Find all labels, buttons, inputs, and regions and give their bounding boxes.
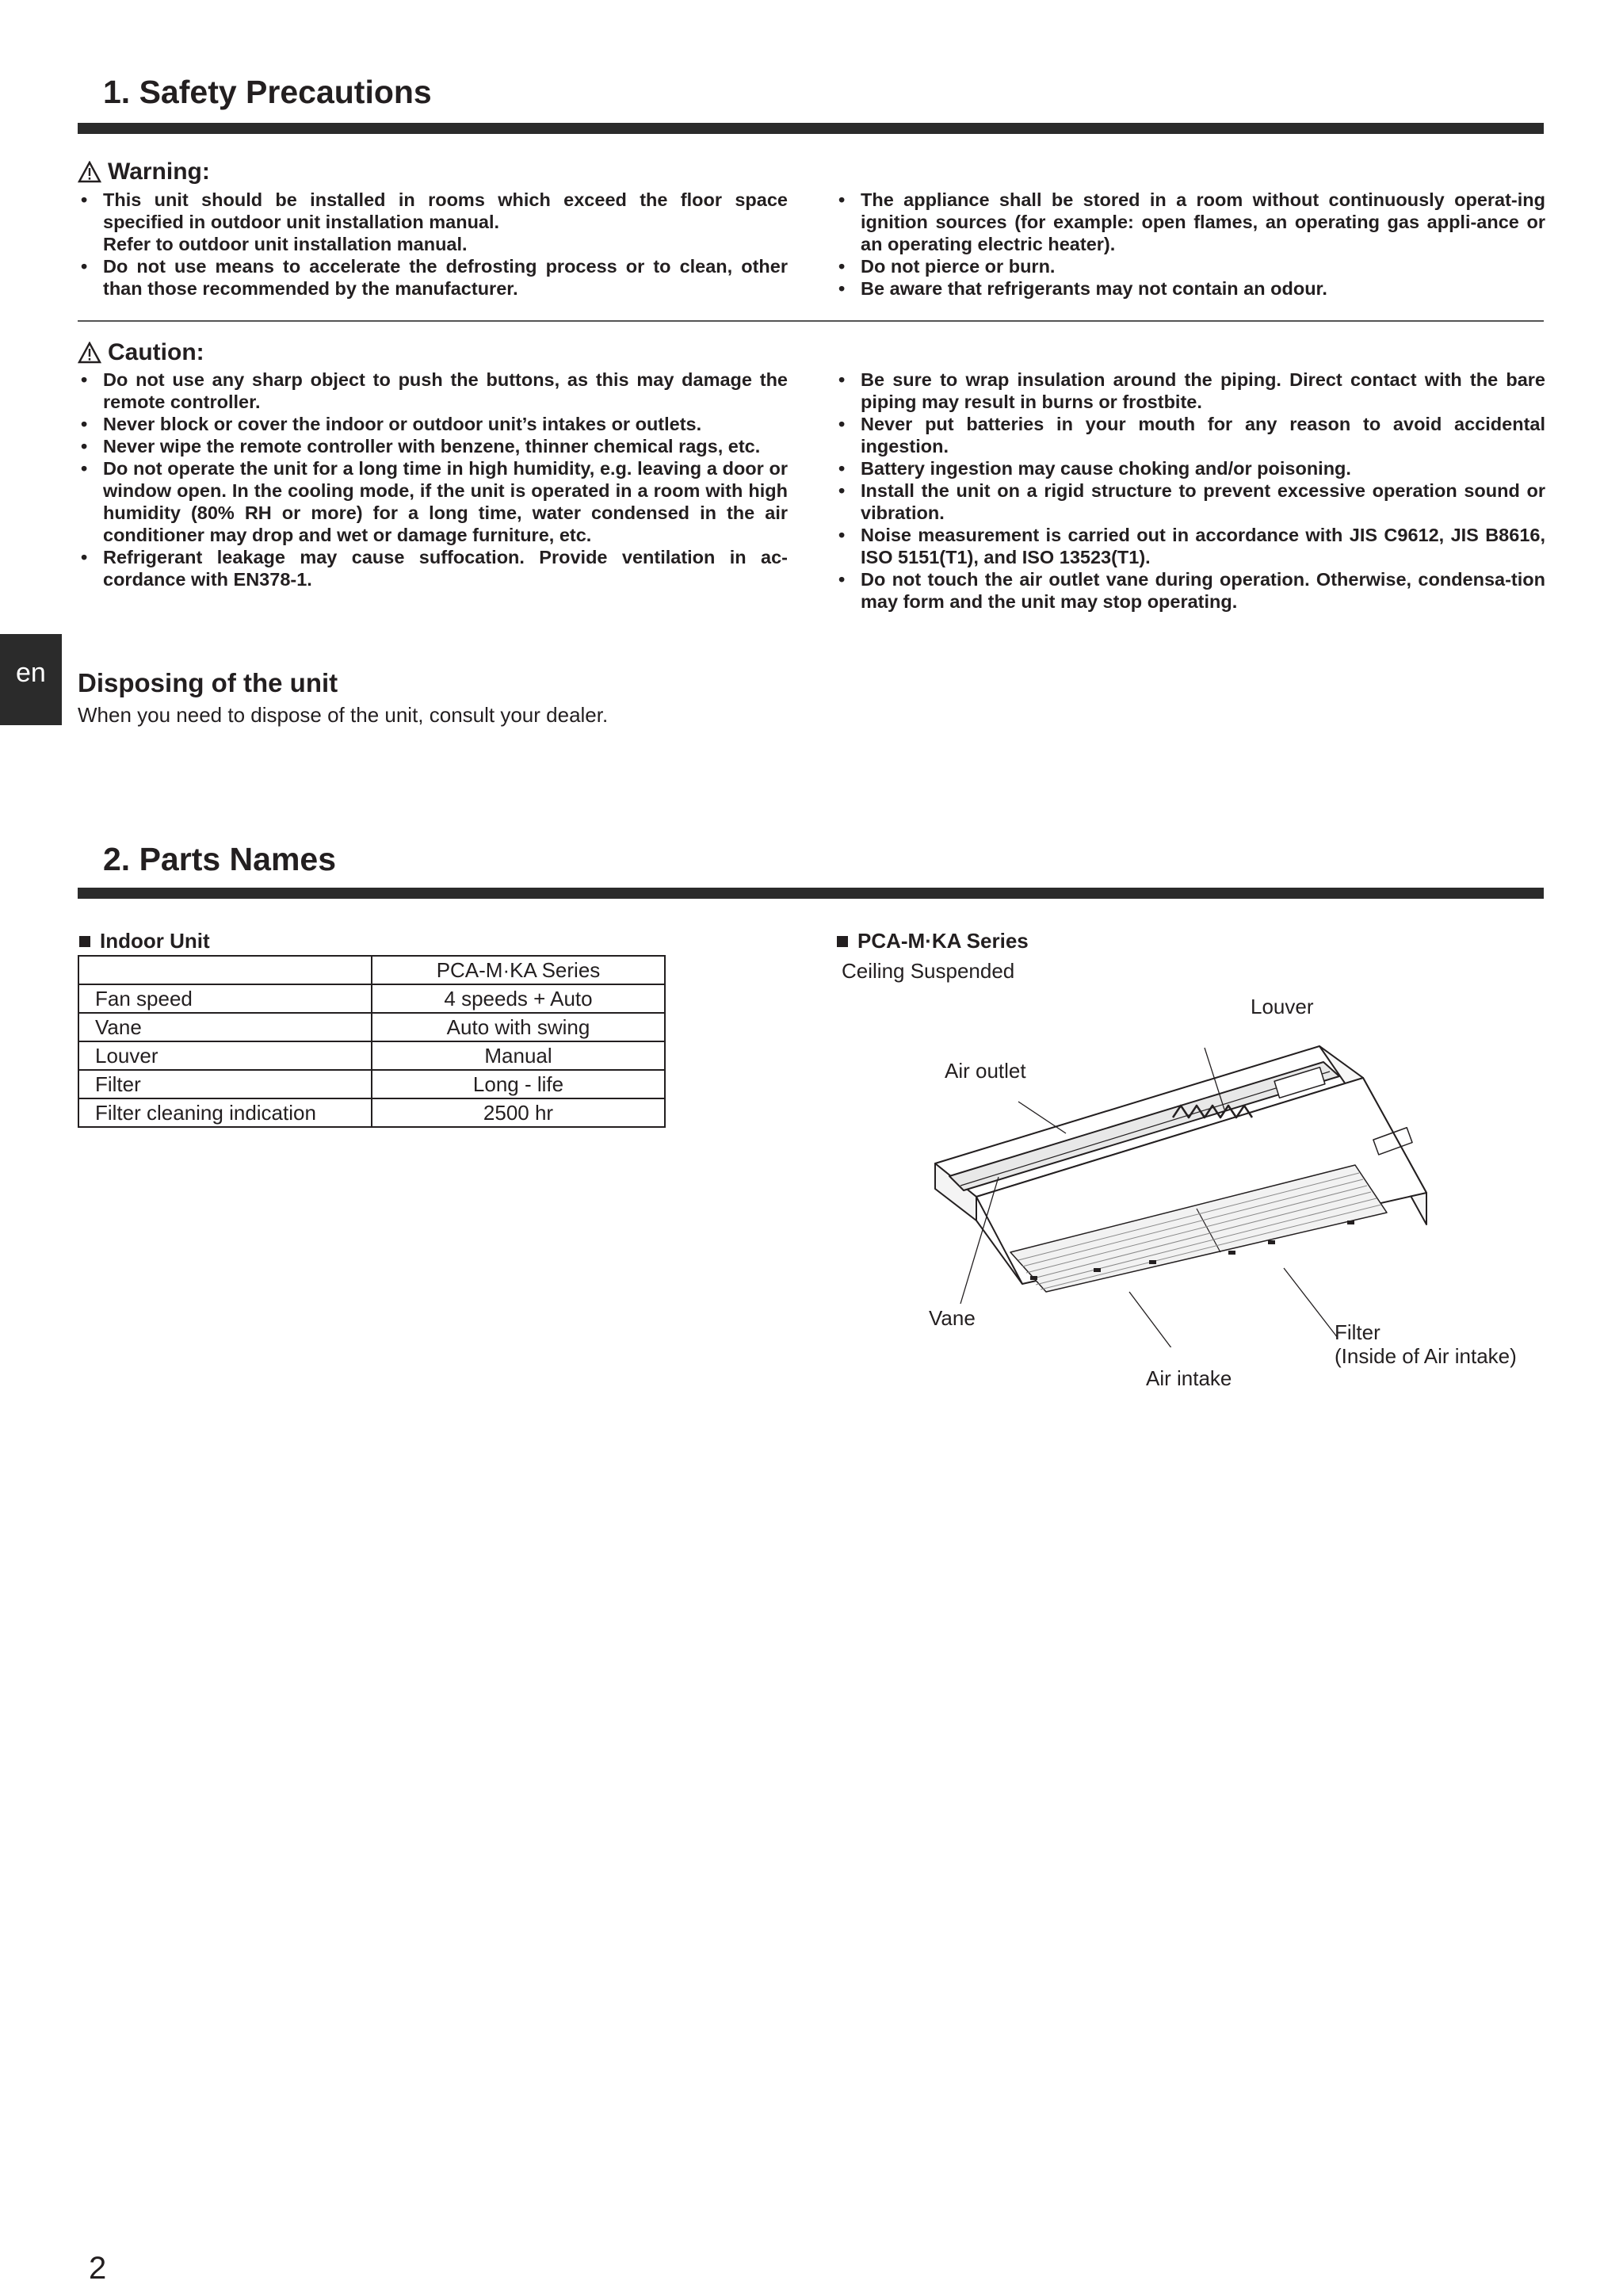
square-bullet-icon	[79, 936, 90, 947]
caution-list-right	[837, 369, 1545, 613]
table-row	[78, 984, 665, 1013]
list-item: • Battery ingestion may cause choking and/or poisoning.	[837, 457, 1545, 479]
table-cell: Manual	[372, 1041, 665, 1070]
list-item: • Refrigerant leakage may cause suffocation. Provide ventilation in ac-cordance with EN378-1.	[79, 546, 788, 590]
table-cell: Louver	[78, 1041, 372, 1070]
caution-heading-text: Caution:	[108, 339, 204, 365]
diagram-label-vane: Vane	[929, 1306, 976, 1330]
table-cell: 4 speeds + Auto	[372, 984, 665, 1013]
diagram-label-air-intake: Air intake	[1146, 1366, 1232, 1390]
square-bullet-icon	[837, 936, 848, 947]
table-cell: Vane	[78, 1013, 372, 1041]
table-header-cell: PCA-M·KA Series	[372, 956, 665, 984]
list-item: • Do not pierce or burn.	[837, 255, 1545, 277]
disposing-text: When you need to dispose of the unit, consult your dealer.	[78, 703, 609, 727]
table-row	[78, 1098, 665, 1127]
list-item: • Do not operate the unit for a long time in high humidity, e.g. leaving a door or window open. In the cooling mode, if the unit is operated in a room with high humidity (80% RH or more) for a long time, water condensed in the air conditioner may drop and wet or damage furniture, etc.	[79, 457, 788, 546]
caution-heading	[78, 339, 204, 366]
diagram-heading-text: PCA-M·KA Series	[857, 929, 1029, 953]
list-item: • Never put batteries in your mouth for any reason to avoid accidental ingestion.	[837, 413, 1545, 457]
list-item: • Noise measurement is carried out in accordance with JIS C9612, JIS B8616, ISO 5151(T1), and ISO 13523(T1).	[837, 524, 1545, 568]
caution-triangle-icon	[78, 342, 101, 364]
page-number: 2	[89, 2251, 107, 2286]
list-item: • Be aware that refrigerants may not contain an odour.	[837, 277, 1545, 300]
list-item: • Install the unit on a rigid structure to prevent excessive operation sound or vibration.	[837, 479, 1545, 524]
table-cell: Filter	[78, 1070, 372, 1098]
disposing-heading: Disposing of the unit	[78, 668, 338, 697]
table-cell: 2500 hr	[372, 1098, 665, 1127]
indoor-unit-heading-text: Indoor Unit	[100, 929, 210, 953]
table-row	[78, 1013, 665, 1041]
table-row	[78, 1041, 665, 1070]
indoor-unit-table	[78, 955, 666, 1128]
diagram-label-louver: Louver	[1251, 995, 1314, 1018]
diagram-label-filter: Filter	[1335, 1320, 1381, 1344]
list-item: • The appliance shall be stored in a room without continuously operat-ing ignition sources (for example: open flames, an operating gas appli-ance or an operating electric heater).	[837, 189, 1545, 255]
list-item: • Be sure to wrap insulation around the piping. Direct contact with the bare piping may result in burns or frostbite.	[837, 369, 1545, 413]
list-item: • Do not use means to accelerate the defrosting process or to clean, other than those recommended by the manufacturer.	[79, 255, 788, 300]
table-cell: Long - life	[372, 1070, 665, 1098]
safety-precautions-title: 1. Safety Precautions	[103, 74, 432, 110]
warning-triangle-icon	[78, 161, 101, 183]
diagram-subheading: Ceiling Suspended	[842, 959, 1015, 983]
parts-names-title: 2. Parts Names	[103, 841, 337, 877]
indoor-unit-heading	[79, 929, 210, 953]
list-item: • This unit should be installed in rooms which exceed the floor space specified in outdoor unit installation manual. Refer to outdoor unit installation manual.	[79, 189, 788, 255]
warning-heading-text: Warning:	[108, 159, 210, 185]
language-tab	[0, 634, 62, 725]
language-tab-label: en	[16, 658, 46, 688]
diagram-heading	[837, 929, 1029, 953]
diagram-label-filter-note: (Inside of Air intake)	[1335, 1344, 1517, 1368]
table-cell	[78, 956, 372, 984]
section-rule	[78, 123, 1544, 134]
list-item: • Do not use any sharp object to push the buttons, as this may damage the remote controller.	[79, 369, 788, 413]
table-row	[78, 956, 665, 984]
table-cell: Fan speed	[78, 984, 372, 1013]
section-rule	[78, 888, 1544, 899]
list-item: • Never wipe the remote controller with benzene, thinner chemical rags, etc.	[79, 435, 788, 457]
warning-list-left	[79, 189, 788, 300]
list-item: • Do not touch the air outlet vane during operation. Otherwise, condensa-tion may form and the unit may stop operating.	[837, 568, 1545, 613]
list-item: • Never block or cover the indoor or outdoor unit’s intakes or outlets.	[79, 413, 788, 435]
table-cell: Filter cleaning indication	[78, 1098, 372, 1127]
table-row	[78, 1070, 665, 1098]
caution-list-left	[79, 369, 788, 590]
warning-list-right	[837, 189, 1545, 300]
divider	[78, 320, 1544, 322]
diagram-label-air-outlet: Air outlet	[945, 1059, 1026, 1083]
warning-heading	[78, 159, 210, 185]
table-cell: Auto with swing	[372, 1013, 665, 1041]
